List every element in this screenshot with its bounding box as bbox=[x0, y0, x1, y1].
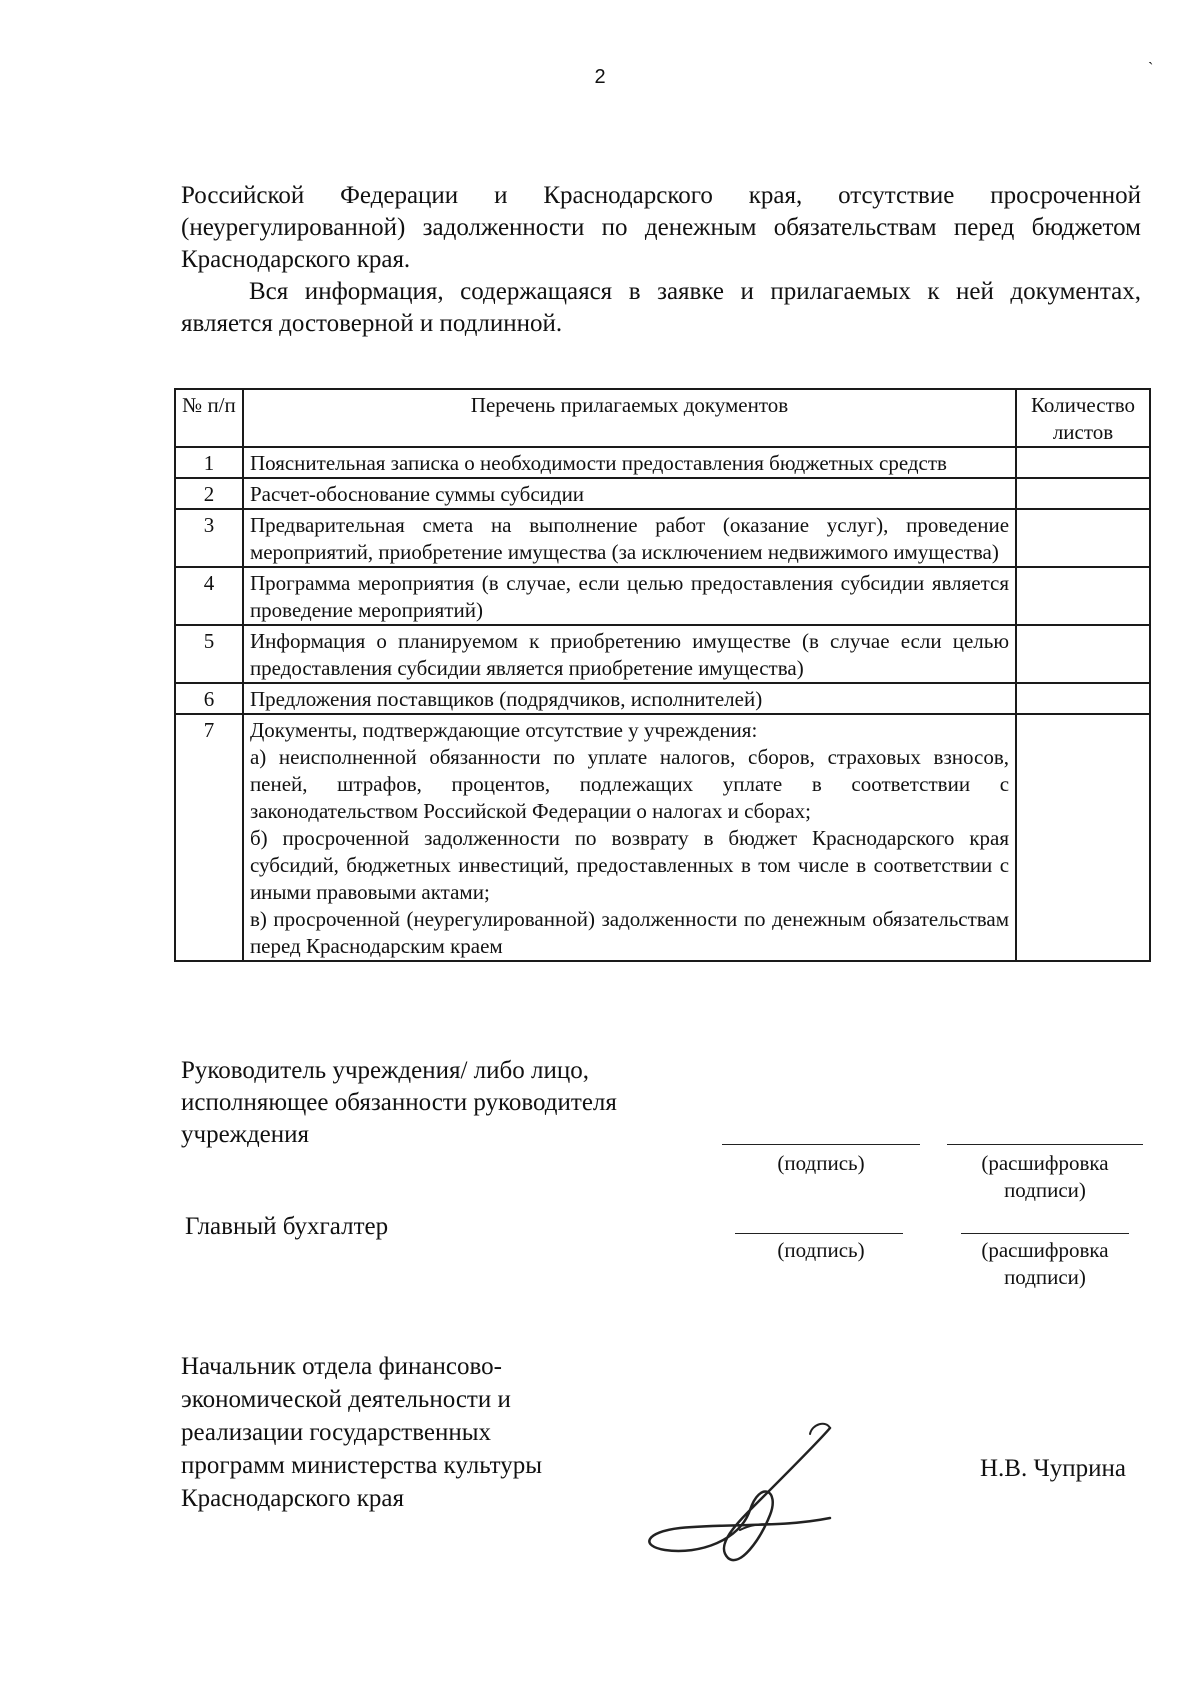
header-title: Перечень прилагаемых документов bbox=[243, 389, 1016, 447]
header-sheets: Количество листов bbox=[1016, 389, 1150, 447]
row-num: 7 bbox=[175, 714, 243, 961]
official-name: Н.В. Чуприна bbox=[980, 1455, 1126, 1482]
row-sheets bbox=[1016, 625, 1150, 683]
official-role bbox=[181, 1350, 542, 1515]
scan-mark: ` bbox=[1148, 60, 1154, 77]
row-title: Информация о планируемом к приобретению имуществе (в случае если целью предоставления субсидии является приобретение имущества) bbox=[243, 625, 1016, 683]
head-role bbox=[181, 1055, 617, 1151]
official-role-line: реализации государственных bbox=[181, 1419, 492, 1446]
row-sheets bbox=[1016, 509, 1150, 567]
table-row bbox=[175, 567, 1150, 625]
row-num: 5 bbox=[175, 625, 243, 683]
table-row bbox=[175, 447, 1150, 478]
official-role-line: экономической деятельности и bbox=[181, 1386, 511, 1413]
row-title-line: б) просроченной задолженности по возврату в бюджет Краснодарского края субсидий, бюджетных инвестиций, предоставленных в том числе в соответствии с иными правовыми актами; bbox=[249, 826, 1010, 904]
table-header-row bbox=[175, 389, 1150, 447]
row-num: 2 bbox=[175, 478, 243, 509]
caption-line: подписи) bbox=[1004, 1178, 1086, 1202]
official-role-line: Краснодарского края bbox=[181, 1485, 404, 1512]
row-title: Расчет-обоснование суммы субсидии bbox=[243, 478, 1016, 509]
table-row bbox=[175, 478, 1150, 509]
head-signature-line bbox=[722, 1144, 920, 1145]
row-num: 4 bbox=[175, 567, 243, 625]
caption-line: подписи) bbox=[1004, 1265, 1086, 1289]
accountant-decode-caption bbox=[947, 1237, 1143, 1291]
row-title: Предложения поставщиков (подрядчиков, исполнителей) bbox=[243, 683, 1016, 714]
row-sheets bbox=[1016, 478, 1150, 509]
accountant-signature-line bbox=[735, 1233, 903, 1234]
documents-table bbox=[174, 388, 1151, 962]
head-role-line: учреждения bbox=[181, 1121, 310, 1148]
paragraph-continuation: Российской Федерации и Краснодарского края, отсутствие просроченной (неурегулированной) задолженности по денежным обязательствам перед бюджетом Краснодарского края. bbox=[181, 182, 1141, 273]
row-title-line: в) просроченной (неурегулированной) задолженности по денежным обязательствам перед Краснодарским краем bbox=[249, 907, 1010, 958]
row-sheets bbox=[1016, 447, 1150, 478]
row-sheets bbox=[1016, 683, 1150, 714]
table-row bbox=[175, 625, 1150, 683]
handwritten-signature bbox=[640, 1420, 860, 1570]
row-title: Предварительная смета на выполнение работ (оказание услуг), проведение мероприятий, приобретение имущества (за исключением недвижимого имущества) bbox=[243, 509, 1016, 567]
accountant-signature-caption: (подпись) bbox=[777, 1238, 865, 1262]
accountant-decode-line bbox=[961, 1233, 1129, 1234]
head-role-line: Руководитель учреждения/ либо лицо, bbox=[181, 1057, 589, 1084]
row-title: Программа мероприятия (в случае, если целью предоставления субсидии является проведение мероприятий) bbox=[243, 567, 1016, 625]
table-row bbox=[175, 683, 1150, 714]
page-number: 2 bbox=[594, 66, 606, 88]
row-title: Пояснительная записка о необходимости предоставления бюджетных средств bbox=[243, 447, 1016, 478]
row-num: 1 bbox=[175, 447, 243, 478]
row-title bbox=[243, 714, 1016, 961]
row-title-line: Документы, подтверждающие отсутствие у учреждения: bbox=[249, 718, 758, 742]
head-decode-caption bbox=[947, 1150, 1143, 1204]
row-title-line: а) неисполненной обязанности по уплате налогов, сборов, страховых взносов, пеней, штрафов, процентов, подлежащих уплате в соответствии с законодательством Российской Федерации о налогах и сборах; bbox=[249, 745, 1010, 823]
header-num: № п/п bbox=[175, 389, 243, 447]
table-row bbox=[175, 509, 1150, 567]
head-signature-caption: (подпись) bbox=[777, 1151, 865, 1175]
table-row bbox=[175, 714, 1150, 961]
caption-line: (расшифровка bbox=[981, 1238, 1109, 1262]
row-sheets bbox=[1016, 567, 1150, 625]
official-role-line: программ министерства культуры bbox=[181, 1452, 543, 1479]
head-role-line: исполняющее обязанности руководителя bbox=[181, 1089, 617, 1116]
official-role-line: Начальник отдела финансово- bbox=[181, 1353, 502, 1380]
intro-text bbox=[181, 180, 1141, 340]
paragraph-accuracy: Вся информация, содержащаяся в заявке и прилагаемых к ней документах, является достоверной и подлинной. bbox=[181, 278, 1141, 337]
row-sheets bbox=[1016, 714, 1150, 961]
caption-line: (расшифровка bbox=[981, 1151, 1109, 1175]
accountant-role: Главный бухгалтер bbox=[185, 1213, 389, 1240]
head-decode-line bbox=[947, 1144, 1143, 1145]
row-num: 3 bbox=[175, 509, 243, 567]
row-num: 6 bbox=[175, 683, 243, 714]
